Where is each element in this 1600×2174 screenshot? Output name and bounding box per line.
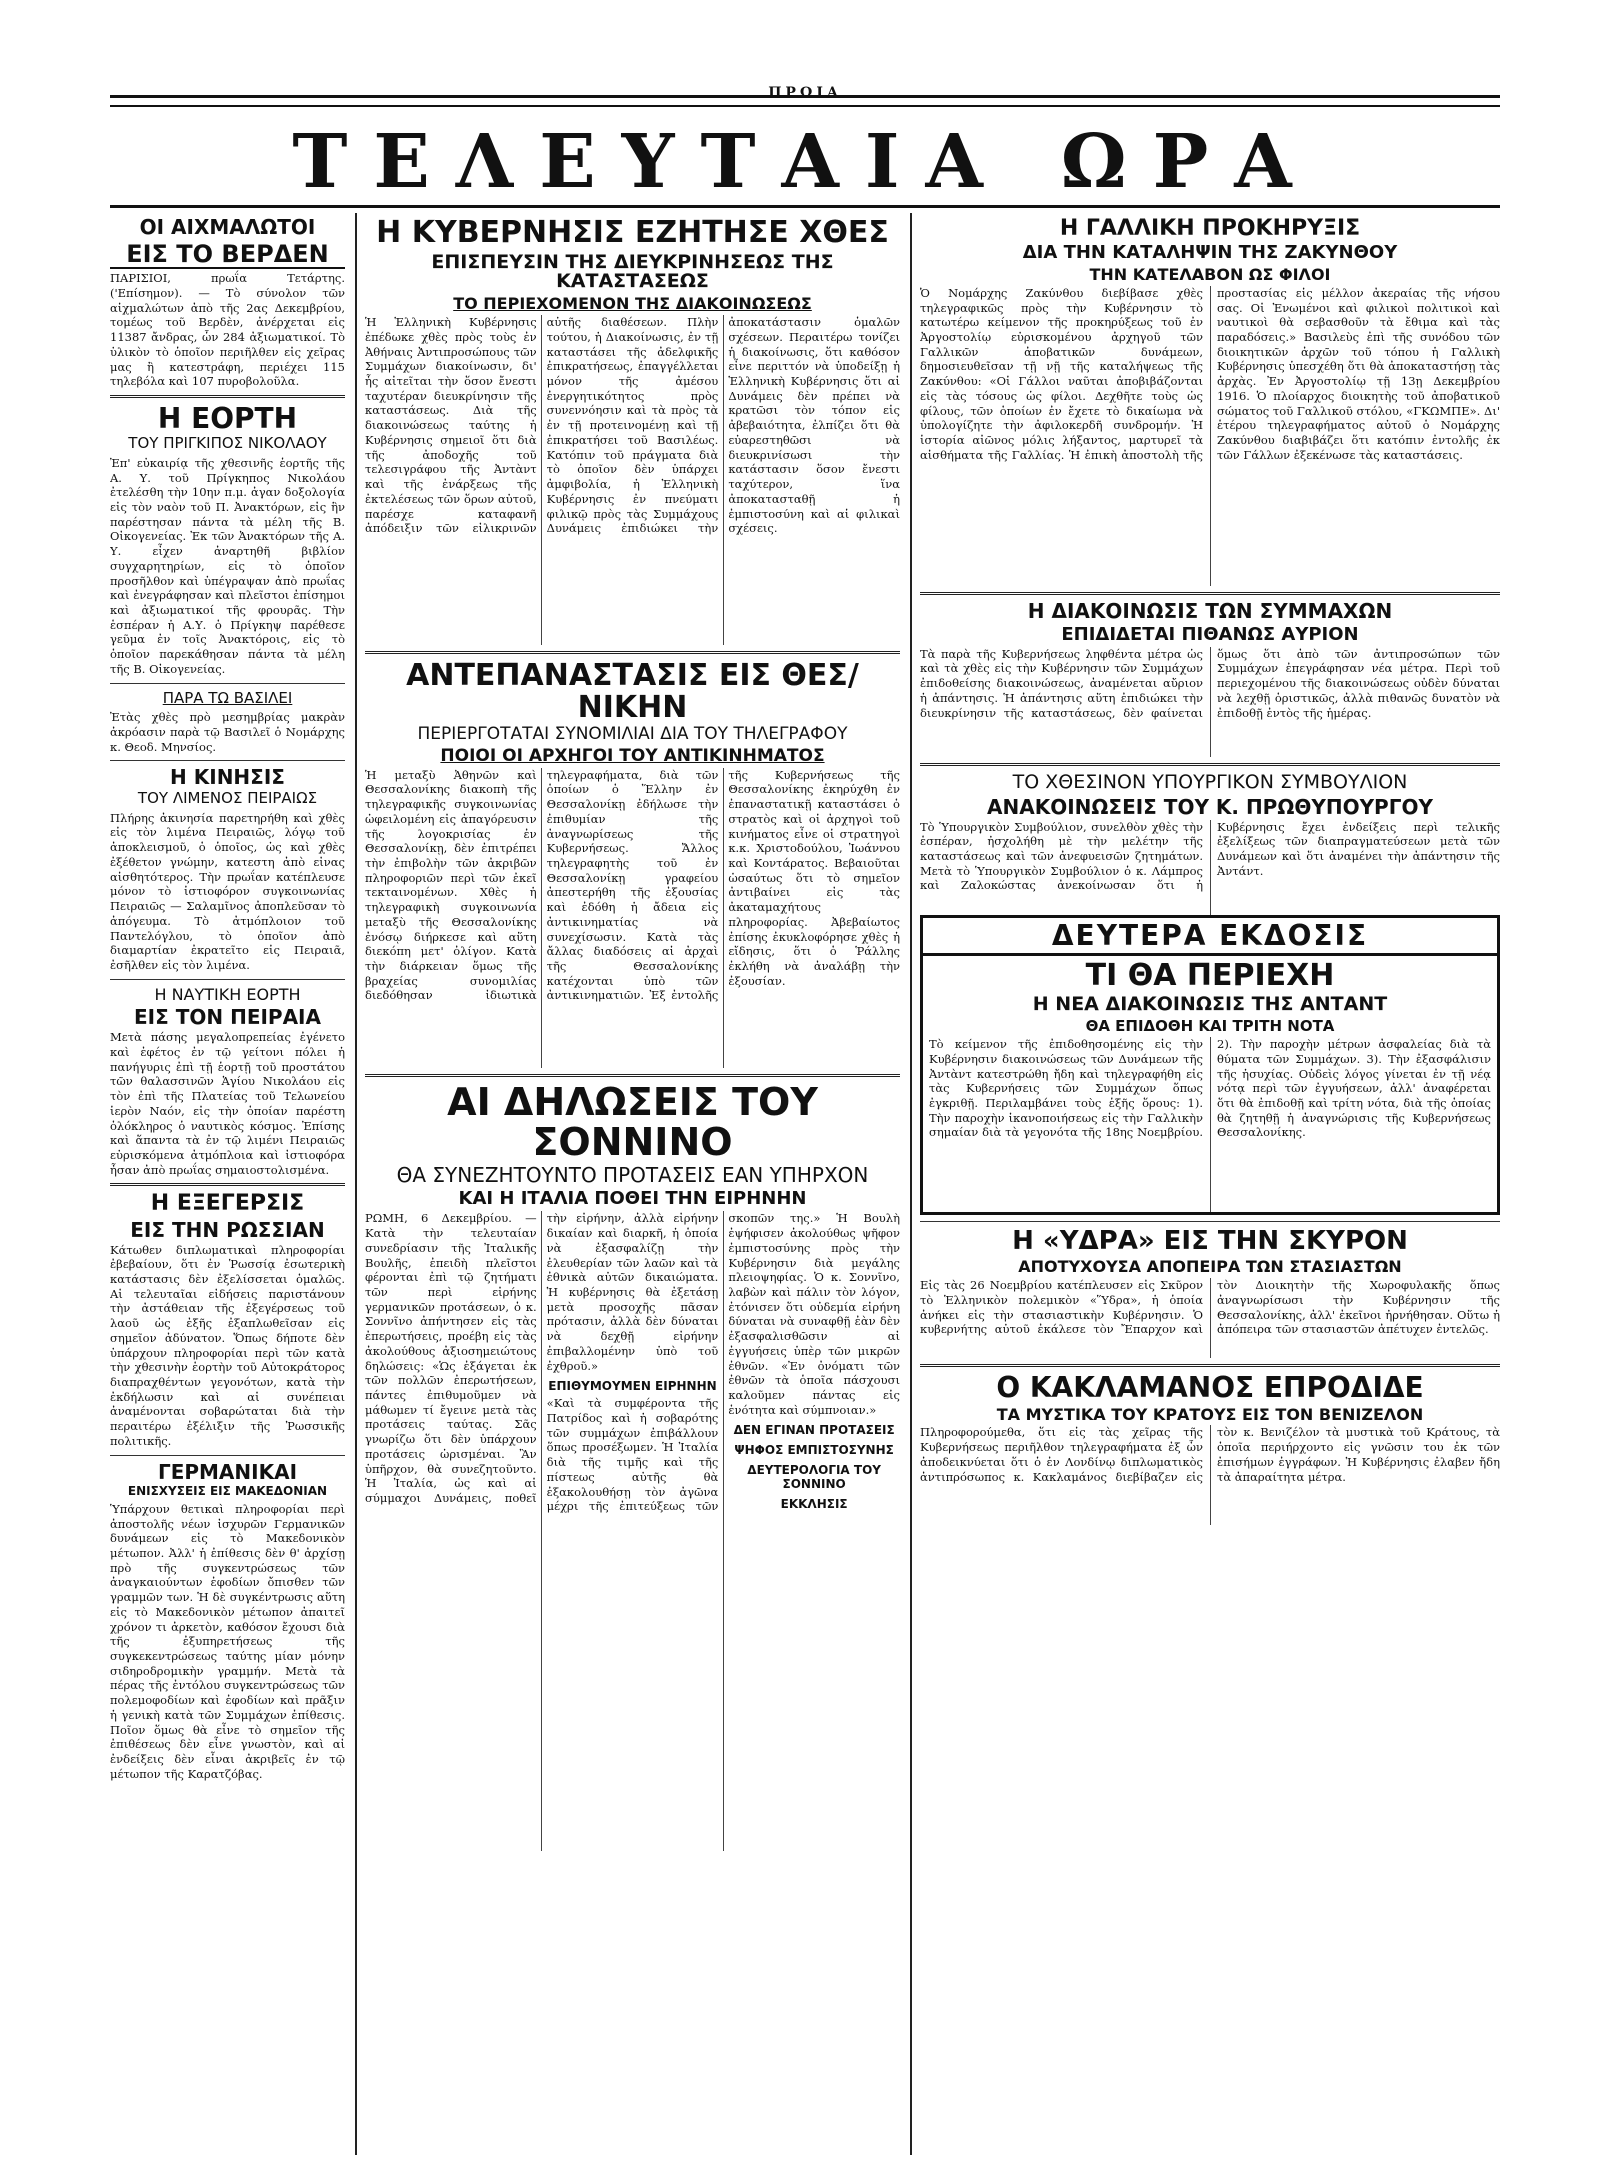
headline: Η ΝΕΑ ΔΙΑΚΟΙΝΩΣΙΣ ΤΗΣ ΑΝΤΑΝΤ bbox=[1032, 993, 1388, 1016]
headline: ΕΙΣ ΤΗΝ ΡΩΣΣΙΑΝ bbox=[130, 1217, 325, 1242]
subheadline: ΤΟ ΠΕΡΙΕΧΟΜΕΝΟΝ ΤΗΣ ΔΙΑΚΟΙΝΩΣΕΩΣ bbox=[453, 294, 812, 314]
headline: ΤΙ ΘΑ ΠΕΡΙΕΧΗ bbox=[1085, 957, 1335, 993]
article-text: Ἡ μεταξὺ Ἀθηνῶν καὶ Θεσσαλονίκης διακοπὴ τῆς τηλεγραφικῆς συγκοινωνίας ὠφειλομένη εἰς ἀπαγόρευσιν τῆς λογοκρισίας ἐν Θεσσαλονίκῃ, δὲν ἐπιτρέπει τὴν ἐπιβολὴν τῶν ἀκριβῶν πληροφοριῶν περὶ τῶν ἐκεῖ τεκταινομένων. Χθὲς ἡ τηλεγραφικὴ συγκοινωνία μεταξὺ τῆς Θεσσαλονίκης ἐνόσῳ διήρκεσε καὶ αὕτη διεκόπη μετ' ὀλίγον. Κατὰ τὴν διάρκειαν ὅμως τῆς βραχείας συνομιλίας διεδόθησαν ἰδιωτικὰ τηλεγραφήματα, διὰ τῶν ὁποίων ὁ Ἕλλην ἐν Θεσσαλονίκῃ ἐδήλωσε τὴν ἐπιθυμίαν τῆς ἀναγνωρίσεως τῆς Κυβερνήσεως. Ἄλλος τηλεγραφητὴς τοῦ ἐν Θεσσαλονίκῃ γραφείου ἀπεστερήθη τῆς ἐξουσίας καὶ ἐδόθη ἡ ἄδεια εἰς ἀντικινηματίας νὰ συνεχίσωσιν. Κατὰ τὰς ἄλλας διαδόσεις αἱ ἀρχαὶ τῆς Θεσσαλονίκης κατέχονται ὑπὸ τῶν ἀντικινηματιῶν. Ἐξ ἐντολῆς τῆς Κυβερνήσεως τῆς Θεσσαλονίκης ἐκηρύχθη ἐν ἐπαναστατικῇ καταστάσει ὁ στρατὸς καὶ οἱ ἀρχηγοὶ τοῦ κινήματος εἶνε οἱ στρατηγοὶ κ.κ. Χριστοδούλου, Ἰωάννου καὶ Κοντάρατος. Βεβαιοῦται ὡσαύτως ὅτι τὸ σημεῖον ἀντιβαίνει εἰς τὰς ἀκαταμαχήτους πληροφορίας. Ἀβεβαίωτος ἐπίσης ἐκυκλοφόρησε χθὲς ἡ εἴδησις, ὅτι ὁ Ῥάλλης ἐκλήθη νὰ ἀναλάβῃ τὴν ἐξουσίαν. bbox=[365, 767, 900, 1003]
masthead-bottom-rule bbox=[110, 205, 1500, 208]
separator bbox=[110, 1455, 345, 1456]
article-text: ΠΑΡΙΣΙΟΙ, πρωΐα Τετάρτης. ('Επίσημον). — Τὸ σύνολον τῶν αἰχμαλώτων ἀπὸ τῆς 2ας Δεκεμβρίου, τομέως τοῦ Βερδὲν, ἀνέρχεται εἰς 11387 ἄνδρας, ὧν 284 ἀξιωματικοί. Τὸ ὑλικὸν τὸ ὁποῖον περιῆλθεν εἰς χεῖρας μας ἢ κατεστράφη, περιέχει 115 τηλεβόλα καὶ 107 πυροβολοῦλα. bbox=[110, 271, 345, 389]
subheadline: ΕΝΙΣΧΥΣΕΙΣ ΕΙΣ ΜΑΚΕΔΟΝΙΑΝ bbox=[127, 1483, 328, 1498]
article-columns bbox=[920, 1278, 1500, 1358]
headline: ΓΕΡΜΑΝΙΚΑΙ bbox=[157, 1459, 298, 1484]
separator bbox=[110, 760, 345, 761]
article-text: Τὸ Ὑπουργικὸν Συμβούλιον, συνελθὸν χθὲς τὴν ἑσπέραν, ἠσχολήθη μὲ τὴν μελέτην τῆς καταστάσεως καὶ τῶν ἀνεφυεισῶν ζητημάτων. Μετὰ τὸ Ὑπουργικὸν Συμβούλιον ὁ κ. Λάμπρος καὶ Ζαλοκώστας ἀνεκοίνωσαν ὅτι ἡ Κυβέρνησις ἔχει ἐνδείξεις περὶ τελικῆς ἐξελίξεως τῶν διαπραγματεύσεων μετὰ τῶν Δυνάμεων καὶ ὅτι ἀναμένει τὴν ἀπάντησιν τῆς Ἀντάντ. bbox=[920, 819, 1500, 893]
article-text: Μετὰ πάσης μεγαλοπρεπείας ἐγένετο καὶ ἐφέτος ἐν τῷ γείτονι πόλει ἡ πανήγυρις ἐπὶ τῇ ἑορτῇ τοῦ προστάτου τῶν θαλασσινῶν Ἁγίου Νικολάου εἰς τὸν ἐπὶ τῆς Πλατείας τοῦ Τελωνείου ἱερὸν Ναόν, εἰς τὴν ὁποίαν παρέστη ὁλόκληρος ὁ ναυτικὸς κόσμος. Ἐπίσης καὶ ἅπαντα τὰ ἐν τῷ λιμένι Πειραιῶς εὑρισκόμενα ἀτμόπλοια καὶ ἰστιοφόρα ἦσαν ἀπὸ πρωΐας σημαιοστολισμένα. bbox=[110, 1030, 345, 1177]
headline: ΕΠΙΣΠΕΥΣΙΝ ΤΗΣ ΔΙΕΥΚΡΙΝΗΣΕΩΣ ΤΗΣ ΚΑΤΑΣΤΑΣΕΩΣ bbox=[431, 250, 834, 293]
column-divider bbox=[355, 213, 357, 2155]
section-heading: ΔΕΥΤΕΡΟΛΟΓΙΑ ΤΟΥ ΣΟΝΝΙΝΟ bbox=[747, 1463, 881, 1492]
headline: ΔΕΥΤΕΡΑ ΕΚΔΟΣΙΣ bbox=[923, 918, 1497, 956]
article-text: ΡΩΜΗ, 6 Δεκεμβρίου. — Κατὰ τὴν τελευταίαν συνεδρίασιν τῆς Ἰταλικῆς Βουλῆς, ἐπειδὴ πλεῖστοι φέρονται ἐπὶ τῷ ζητήματι τῶν περὶ εἰρήνης γερμανικῶν προτάσεων, ὁ κ. Σοννῖνο ἀπήντησεν εἰς τὰς ἐπερωτήσεις, προέβη εἰς τὰς ἀκολούθους ἀξιοσημειώτους δηλώσεις: «Ὡς ἐξάγεται ἐκ τῶν πολλῶν ἐπερωτήσεων, πάντες ἐπιθυμοῦμεν νὰ μάθωμεν τί ἔγεινε μετὰ τὰς προτάσεις ταύτας. Σᾶς γνωρίζω ὅτι δὲν ὑπάρχουν προτάσεις ὡρισμέναι. Ἂν ὑπῆρχον, θὰ συνεζητοῦντο. Ἡ Ἰταλία, ὡς καὶ αἱ σύμμαχοι Δυνάμεις, ποθεῖ τὴν εἰρήνην, ἀλλὰ εἰρήνην δικαίαν καὶ διαρκῆ, ἡ ὁποία νὰ ἐξασφαλίζῃ τὴν ἐλευθερίαν τῶν λαῶν καὶ τὰ ἐθνικὰ αὐτῶν δικαιώματα. Ἡ κυβέρνησις θὰ ἐξετάσῃ μετὰ προσοχῆς πᾶσαν πρότασιν, ἀλλὰ δὲν δύναται νὰ δεχθῇ εἰρήνην ἐπιβαλλομένην ὑπὸ τοῦ ἐχθροῦ.» bbox=[365, 1211, 719, 1506]
article-columns bbox=[920, 647, 1500, 757]
subheadline: ΠΟΙΟΙ ΟΙ ΑΡΧΗΓΟΙ ΤΟΥ ΑΝΤΙΚΙΝΗΜΑΤΟΣ bbox=[440, 745, 825, 766]
separator bbox=[920, 763, 1500, 766]
second-edition-box bbox=[920, 915, 1500, 1216]
headline: ΑΝΑΚΟΙΝΩΣΕΙΣ ΤΟΥ Κ. ΠΡΩΘΥΠΟΥΡΓΟΥ bbox=[987, 794, 1433, 819]
subheadline: ΘΑ ΕΠΙΔΟΘΗ ΚΑΙ ΤΡΙΤΗ ΝΟΤΑ bbox=[1085, 1017, 1335, 1036]
headline: ΕΠΙΔΙΔΕΤΑΙ ΠΙΘΑΝΩΣ ΑΥΡΙΟΝ bbox=[1061, 623, 1359, 645]
separator bbox=[110, 1183, 345, 1186]
article-text: «Καὶ τὰ συμφέροντα τῆς Πατρίδος καὶ ἡ σοβαρότης τῶν συμμάχων ἐπιβάλλουν ὅπως προσέξωμεν. Ἡ Ἰταλία διὰ τῆς τιμῆς καὶ τῆς πίστεως αὐτῆς θὰ ἐξακολουθήσῃ τὸν ἀγῶνα μέχρι τῆς ἐπιτεύξεως τῶν σκοπῶν της.» Ἡ Βουλὴ ἐψήφισεν ἀκολούθως ψῆφον ἐμπιστοσύνης πρὸς τὴν Κυβέρνησιν διὰ μεγάλης πλειοψηφίας. Ὁ κ. Σοννῖνο, λαβὼν καὶ πάλιν τὸν λόγον, ἐτόνισεν ὅτι οὐδεμία εἰρήνη δύναται νὰ συναφθῇ ἐὰν δὲν ἐξασφαλισθῶσιν αἱ ἐγγυήσεις ὑπὲρ τῶν μικρῶν ἐθνῶν. «Ἐν ὀνόματι τῶν ἐθνῶν τὰ ὁποῖα πάσχουσι καλοῦμεν πάντας εἰς ἑνότητα καὶ σύμπνοιαν.» bbox=[546, 1211, 900, 1514]
subheadline: ΠΑΡΑ ΤΩ ΒΑΣΙΛΕΙ bbox=[162, 688, 293, 707]
separator bbox=[920, 592, 1500, 595]
article-columns bbox=[923, 1037, 1497, 1212]
newspaper-page bbox=[110, 85, 1500, 2155]
article-columns bbox=[365, 1211, 900, 1851]
column-right bbox=[920, 213, 1500, 2155]
article-text: Πλήρης ἀκινησία παρετηρήθη καὶ χθὲς εἰς τὸν λιμένα Πειραιῶς, λόγῳ τοῦ ἀποκλεισμοῦ, ὁ ὁποῖος, ὡς καὶ χθὲς ἐξέθετον γνώμην, κατεστη ἀπὸ εἰνας αἰσθητότερος. Τὴν πρωΐαν κατέπλευσε μόνον τὸ ἰστιοφόρον συγκοινωνίας Πειραιῶς — Σαλαμῖνος ἀποπλεῦσαν τὸ ἀπόγευμα. Τὸ ἀτμόπλοιον τοῦ Παντελόγλου, τὸ ὁποῖον ἀπὸ διαμαρτίαν ἐκρατεῖτο εἰς Πειραιᾶ, ἐσῆλθεν εἰς τὸν λιμένα. bbox=[110, 810, 345, 972]
headline: ΑΙ ΔΗΛΩΣΕΙΣ ΤΟΥ ΣΟΝΝΙΝΟ bbox=[447, 1079, 818, 1164]
headline: Η ΔΙΑΚΟΙΝΩΣΙΣ ΤΩΝ ΣΥΜΜΑΧΩΝ bbox=[1027, 598, 1393, 623]
headline: ΑΝΤΕΠΑΝΑΣΤΑΣΙΣ ΕΙΣ ΘΕΣ/ΝΙΚΗΝ bbox=[406, 658, 859, 725]
article-text: Ἐπ' εὐκαιρίᾳ τῆς χθεσινῆς ἑορτῆς τῆς Α. Υ. τοῦ Πρίγκηπος Νικολάου ἐτελέσθη τὴν 10ην π.μ. ἀγαν δοξολογία εἰς τὸν ναὸν τοῦ Π. Ἀνακτόρων, εἰς ἣν παρέστησαν πάντα τὰ μέλη τῆς Β. Οἰκογενείας. Ἐκ τῶν Ἀνακτόρων τῆς Α. Υ. εἶχεν ἀναρτηθῆ βιβλίον συγχαρητηρίων, εἰς τὸ ὁποῖον προσῆλθον καὶ ὑπέγραψαν ἀπὸ πρωΐας καὶ ἐνεγράφησαν καὶ πλεῖστοι ἐπίσημοι καὶ ἀξιωματικοί τῆς φρουρᾶς. Τὴν ἑσπέραν ἡ Α.Υ. ὁ Πρίγκηψ παρέθεσε γεῦμα ἐν τοῖς Ἀνακτόροις, εἰς τὸ ὁποῖον παρεκάθησαν πάντα τὰ μέλη τῆς Β. Οἰκογενείας. bbox=[110, 455, 345, 676]
headline: Η «ΥΔΡΑ» ΕΙΣ ΤΗΝ ΣΚΥΡΟΝ bbox=[1012, 1226, 1408, 1257]
separator bbox=[110, 979, 345, 980]
top-rule-2 bbox=[110, 105, 1500, 107]
section-heading: ΔΕΝ ΕΓΙΝΑΝ ΠΡΟΤΑΣΕΙΣ bbox=[733, 1423, 895, 1438]
subheadline: ΤΗΝ ΚΑΤΕΛΑΒΟΝ ΩΣ ΦΙΛΟΙ bbox=[1089, 264, 1331, 284]
article-text: Εἰς τὰς 26 Νοεμβρίου κατέπλευσεν εἰς Σκῦρον τὸ Ἑλληνικὸν πολεμικὸν «Ὕδρα», ἡ ὁποία ἀνήκει εἰς τὴν στασιαστικὴν Κυβέρνησιν. Ὁ κυβερνήτης αὐτοῦ ἐκάλεσε τὸν Ἔπαρχον καὶ τὸν Διοικητὴν τῆς Χωροφυλακῆς ὅπως ἀναγνωρίσωσι τὴν Κυβέρνησιν τῆς Θεσσαλονίκης, ἀλλ' ἐκεῖνοι ἠρνήθησαν. Οὕτω ἡ ἀπόπειρα τῶν στασιαστῶν ἀπέτυχεν ἐντελῶς. bbox=[920, 1278, 1500, 1337]
column-center bbox=[365, 213, 900, 2155]
subheadline: Η ΝΑΥΤΙΚΗ ΕΟΡΤΗ bbox=[154, 984, 301, 1004]
headline: Η ΕΞΕΓΕΡΣΙΣ bbox=[150, 1191, 305, 1217]
subheadline: ΘΑ ΣΥΝΕΖΗΤΟΥΝΤΟ ΠΡΟΤΑΣΕΙΣ ΕΑΝ ΥΠΗΡΧΟΝ bbox=[396, 1163, 869, 1188]
separator bbox=[110, 395, 345, 398]
subheadline: ΤΟΥ ΠΡΙΓΚΙΠΟΣ ΝΙΚΟΛΑΟΥ bbox=[128, 434, 327, 453]
article-columns bbox=[365, 315, 900, 645]
subheadline: ΤΑ ΜΥΣΤΙΚΑ ΤΟΥ ΚΡΑΤΟΥΣ ΕΙΣ ΤΟΝ ΒΕΝΙΖΕΛΟΝ bbox=[996, 1404, 1424, 1424]
article-text: Ἡ Ἑλληνικὴ Κυβέρνησις ἐπέδωκε χθὲς πρὸς τοὺς ἐν Ἀθήναις Ἀντιπροσώπους τῶν Συμμάχων διακοίνωσιν, δι' ἧς αἰτεῖται τὴν ὅσον ἔνεστι ταχυτέραν διευκρίνησιν τῆς καταστάσεως. Διὰ τῆς διακοινώσεως ταύτης ἡ Κυβέρνησις σημειοῖ ὅτι διὰ τῆς ἀποδοχῆς τοῦ τελεσιγράφου τῆς Ἀντὰντ καὶ τῆς ἐνάρξεως τῆς ἐκτελέσεως τῶν ὅρων αὐτοῦ, παρέσχε καταφανῆ ἀπόδειξιν τῶν εἰλικρινῶν αὐτῆς διαθέσεων. Πλὴν τούτου, ἡ Διακοίνωσις, ἐν τῇ καταστάσει τῆς ἀδελφικῆς ἐπικρατήσεως, ἐπαγγέλλεται μόνον τῆς ἀμέσου ἐνεργητικότητος πρὸς συνεννόησιν καὶ τὰ πρὸς τὰ ἐν τῇ προτεινομένῃ καὶ τῇ ἐπικρατήσει τοῦ Βασιλέως. Κατόπιν τοῦ πράγματα διὰ τὸ ὁποῖον δὲν ὑπάρχει ἀμφιβολία, ἡ Ἑλληνικὴ Κυβέρνησις ἐν πνεύματι φιλικῷ πρὸς τὰς Συμμάχους Δυνάμεις ἐπιδιώκει τὴν ἀποκατάστασιν ὁμαλῶν σχέσεων. Περαιτέρω τονίζει ἡ διακοίνωσις, ὅτι καθόσον εἶνε περιττόν νὰ ὑποδείξῃ ἡ Ἑλληνικὴ Κυβέρνησις ὅτι αἱ Δυνάμεις δὲν πρέπει νὰ κρατῶσι τὸν τόπον εἰς ἀβεβαιότητα, ἐλπίζει ὅτι θὰ εὐαρεστηθῶσι νὰ διευκρινίσωσι τὴν κατάστασιν ὅσον ἔνεστι ταχύτερον, ἵνα ἀποκατασταθῇ ἡ ἐμπιστοσύνη καὶ αἱ φιλικαὶ σχέσεις. bbox=[365, 315, 900, 536]
section-heading: ΨΗΦΟΣ ΕΜΠΙΣΤΟΣΥΝΗΣ bbox=[734, 1443, 894, 1458]
subheadline: ΚΑΙ Η ΙΤΑΛΙΑ ΠΟΘΕΙ ΤΗΝ ΕΙΡΗΝΗΝ bbox=[458, 1188, 807, 1210]
article-text: Ὁ Νομάρχης Ζακύνθου διεβίβασε χθὲς τηλεγραφικῶς πρὸς τὴν Κυβέρνησιν τὸ κατωτέρω κείμενον τῆς προκηρύξεως τοῦ ἐν Ἀργοστολίῳ εὑρισκομένου ἀρχηγοῦ τῶν Γαλλικῶν ἀποβατικῶν δυνάμεων, δημοσιευθεῖσαν τῇ νῇ τῆς καταλήψεως τῆς Ζακύνθου: «Οἱ Γάλλοι ναῦται ἀποβιβάζονται εἰς τὰς τόσους ὡς φίλοι. Δεχθῆτε τοὺς ὡς φίλους, τῶν ὁποίων ἐν ἔχετε τὸ δικαίωμα νὰ ὑπολογίζητε τὴν ἀφιλοκερδῆ συνδρομήν. Ἡ ἱστορία αἰῶνος μόλις λήξαντος, μαρτυρεῖ τὰ αἰσθήματα τῆς Γαλλίας. Ἡ ἐπικὴ ἀποστολὴ τῆς προστασίας εἰς μέλλον ἀκεραίας τῆς νήσου σας. Οἱ Ἑνωμένοι καὶ φιλικοὶ πολιτικοὶ καὶ ναυτικοὶ θὰ σεβασθοῦν τὰ ἔθιμα καὶ τὰς παραδόσεις.» Βασιλεὺς ἐπὶ τῆς συνόδου τῶν διοικητικῶν ἀρχῶν τοῦ τόπου ἡ Γαλλικὴ Κυβέρνησις ὑπεσχέθη ὅτι θὰ ἀποκαταστήσῃ τὰς ἀρχὰς. Ἐν Ἀργοστολίῳ τῇ 13ῃ Δεκεμβρίου 1916. Ὁ πλοίαρχος διοικητὴς τοῦ ἀποβατικοῦ σώματος τοῦ Γαλλικοῦ στόλου, «ΓΚΩΜΠΕ». Δι' ἑτέρου τηλεγραφήματος αὐτοῦ ὁ Νομάρχης Ζακύνθου διαβιβάζει ὅτι κατόπιν ἐντολῆς ἐκ τῶν Γάλλων ἐξεκένωσε τὰς καταστάσεις. bbox=[920, 285, 1500, 462]
headline: Η ΚΙΝΗΣΙΣ bbox=[170, 765, 285, 790]
subheadline: ΤΟΥ ΛΙΜΕΝΟΣ ΠΕΙΡΑΙΩΣ bbox=[137, 789, 318, 808]
separator bbox=[365, 1074, 900, 1077]
column-left bbox=[110, 213, 345, 2155]
article-text: Κάτωθεν διπλωματικαὶ πληροφορίαι ἐβεβαίουν, ὅτι ἐν Ῥωσσίᾳ ἐσωτερικὴ κατάστασις δὲν ἐξελίσσεται ὁμαλῶς. Αἱ τελευταῖαι εἰδήσεις παριστάνουν τὴν ἀστάθειαν τῆς ἐξεγέρσεως τοῦ λαοῦ ὡς ἐξῆς ἐξαπλωθεῖσαν εἰς σημεῖον ἀδύνατον. Ὅπως δήποτε δὲν ὑπάρχουν πληροφορίαι περὶ τῶν κατὰ τὴν χθεσινὴν ἑορτὴν τοῦ Αὐτοκράτορος διαπραχθέντων γεγονότων, κατὰ τὴν ἐκδήλωσιν καὶ αἱ συνέπειαι ἀναμένονται σοβαρώταται διὰ τὴν περαιτέρω ἐξέλιξιν τῆς Ῥωσσικῆς πολιτικῆς. bbox=[110, 1242, 345, 1448]
separator bbox=[920, 1221, 1500, 1222]
article-text: Πληροφορούμεθα, ὅτι εἰς τὰς χεῖρας τῆς Κυβερνήσεως περιῆλθον τηλεγραφήματα ἐξ ὧν ἀποδεικνύεται ὅτι ὁ ἐν Λονδίνῳ διπλωματικὸς ἀντιπρόσωπος κ. Κακλαμάνος διεβίβαζεν εἰς τὸν κ. Βενιζέλον τὰ μυστικὰ τοῦ Κράτους, τὰ ὁποῖα περιήρχοντο εἰς γνῶσιν του ἐκ τῶν ἐπισήμων ἐγγράφων. Ἡ Κυβέρνησις ἐλαβεν ἤδη τὰ ἀπαραίτητα μέτρα. bbox=[920, 1425, 1500, 1484]
headline: Η ΕΟΡΤΗ bbox=[157, 401, 298, 435]
article-columns bbox=[365, 768, 900, 1068]
article-text: Τὸ κείμενον τῆς ἐπιδοθησομένης εἰς τὴν Κυβέρνησιν διακοινώσεως τῶν Δυνάμεων τῆς Ἀντὰντ κατεστρώθη ἤδη καὶ τηλεγραφήθη εἰς τὰς Κυβερνήσεις τῶν Συμμάχων ὅπως ἐγκριθῇ. Περιλαμβάνει τοὺς ἑξῆς ὅρους: 1). Τὴν παροχὴν ἱκανοποιήσεως εἰς τὴν Γαλλικὴν σημαίαν διὰ τὰ γεγονότα τῆς 18ης Νοεμβρίου. 2). Τὴν παροχὴν μέτρων ἀσφαλείας διὰ τὰ θύματα τῶν Συμμάχων. 3). Τὴν ἐξασφάλισιν τῆς ἡσυχίας. Οὐδεὶς λόγος γίνεται ἐν τῇ νέᾳ νότᾳ περὶ τῶν ἐγγυήσεων, ἀλλ' ἀναφέρεται ὅτι θὰ ἐπιδοθῇ καὶ τρίτη νότα, διὰ τῆς ὁποίας θὰ ζητηθῇ ἡ ἀναγνώρισις τῆς Κυβερνήσεως Θεσσαλονίκης. bbox=[929, 1037, 1491, 1140]
subheadline: ΤΟ ΧΘΕΣΙΝΟΝ ΥΠΟΥΡΓΙΚΟΝ ΣΥΜΒΟΥΛΙΟΝ bbox=[1012, 770, 1408, 793]
section-heading: ΕΚΚΛΗΣΙΣ bbox=[780, 1497, 848, 1512]
article-text: Τὰ παρὰ τῆς Κυβερνήσεως ληφθέντα μέτρα ὡς καὶ τὰ χθὲς εἰς τὴν Κυβέρνησιν τῶν Συμμάχων ἐπιδοθείσης διακοινώσεως, ἀναμένεται αὔριον ἡ ἀπάντησις. Ἡ ἀπάντησις αὕτη ἐπιδιώκει τὴν διευκρίνησιν τῆς καταστάσεως, δὲν φαίνεται ὅμως ὅτι ἀπὸ τῶν ἀντιπροσώπων τῶν Συμμάχων ἐπεγράφησαν νέα μέτρα. Περὶ τοῦ περιεχομένου τῆς διακοινώσεως οὐδὲν δύναται νὰ λεχθῇ ὁριστικῶς, ἀλλὰ πιθανῶς δυνατὸν νὰ ἐπιδοθῇ ἐντὸς τῆς ἡμέρας. bbox=[920, 646, 1500, 720]
headline: Ο ΚΑΚΛΑΜΑΝΟΣ ΕΠΡΟΔΙΔΕ bbox=[996, 1371, 1424, 1405]
headline: ΔΙΑ ΤΗΝ ΚΑΤΑΛΗΨΙΝ ΤΗΣ ΖΑΚΥΝΘΟΥ bbox=[1022, 242, 1398, 264]
subheadline: ΑΠΟΤΥΧΟΥΣΑ ΑΠΟΠΕΙΡΑ ΤΩΝ ΣΤΑΣΙΑΣΤΩΝ bbox=[1018, 1257, 1402, 1277]
headline: Η ΚΥΒΕΡΝΗΣΙΣ ΕΖΗΤΗΣΕ ΧΘΕΣ bbox=[376, 215, 889, 250]
column-divider bbox=[910, 213, 912, 2155]
masthead-title: ΤΕΛΕΥΤΑΙΑ ΩΡΑ bbox=[292, 119, 1318, 205]
separator bbox=[365, 651, 900, 654]
headline: ΕΙΣ ΤΟ ΒΕΡΔΕΝ bbox=[110, 242, 345, 269]
section-heading: ΕΠΙΘΥΜΟΥΜΕΝ ΕΙΡΗΝΗΝ bbox=[548, 1379, 717, 1394]
masthead-tag: ΠΡΩΙΑ bbox=[768, 85, 842, 101]
separator bbox=[920, 1364, 1500, 1367]
headline: ΟΙ ΑΙΧΜΑΛΩΤΟΙ bbox=[139, 215, 316, 239]
article-columns bbox=[920, 286, 1500, 586]
headline: ΕΙΣ ΤΟΝ ΠΕΙΡΑΙΑ bbox=[134, 1005, 321, 1030]
article-columns bbox=[920, 1425, 1500, 1525]
subheadline: ΠΕΡΙΕΡΓΟΤΑΤΑΙ ΣΥΝΟΜΙΛΙΑΙ ΔΙΑ ΤΟΥ ΤΗΛΕΓΡΑΦΟΥ bbox=[417, 724, 848, 745]
separator bbox=[110, 683, 345, 684]
article-columns bbox=[920, 820, 1500, 915]
headline: Η ΓΑΛΛΙΚΗ ΠΡΟΚΗΡΥΞΙΣ bbox=[1059, 216, 1361, 241]
article-text: Ἐτὰς χθὲς πρὸ μεσημβρίας μακρὰν ἀκρόασιν παρὰ τῷ Βασιλεῖ ὁ Νομάρχης κ. Θεοδ. Μηνσίος. bbox=[110, 710, 345, 754]
article-text: Ὑπάρχουν θετικαὶ πληροφορίαι περὶ ἀποστολῆς νέων ἰσχυρῶν Γερμανικῶν δυνάμεων εἰς τὸ Μακεδονικὸν μέτωπον. Ἀλλ' ἡ ἐπίθεσις δὲν θ' ἀρχίσῃ πρὸ τῆς συγκεντρώσεως τῶν ἀναγκαιούντων ἐφοδίων ὄπισθεν τῶν γραμμῶν των. Ἡ δὲ συγκέντρωσις αὕτη εἰς τὸ Μακεδονικὸν μέτωπον ἀπαιτεῖ χρόνον τι ἀρκετὸν, καθόσον ἔχουσι διὰ τῆς ἐξυπηρετήσεως τῆς συγκεκεντρώσεως ταύτης μίαν μόνην σιδηροδρομικὴν γραμμήν. Μετὰ τὰ πέρας τῆς ἐντόλου συγκεντρώσεως τῶν πολεμοφοδίων καὶ ἐφοδίων καὶ πρᾶξιν ἡ γενικὴ κατὰ τῶν Συμμάχων ἐπίθεσις. Ποῖον ὅμως θὰ εἶνε τὸ σημεῖον τῆς ἐπιθέσεως δὲν εἶνε γνωστὸν, καὶ αἱ ἐνδείξεις δὲν εἶναι ἀκριβεῖς ἐν τῷ μέτωπον τῆς Καρατζόβας. bbox=[110, 1501, 345, 1781]
